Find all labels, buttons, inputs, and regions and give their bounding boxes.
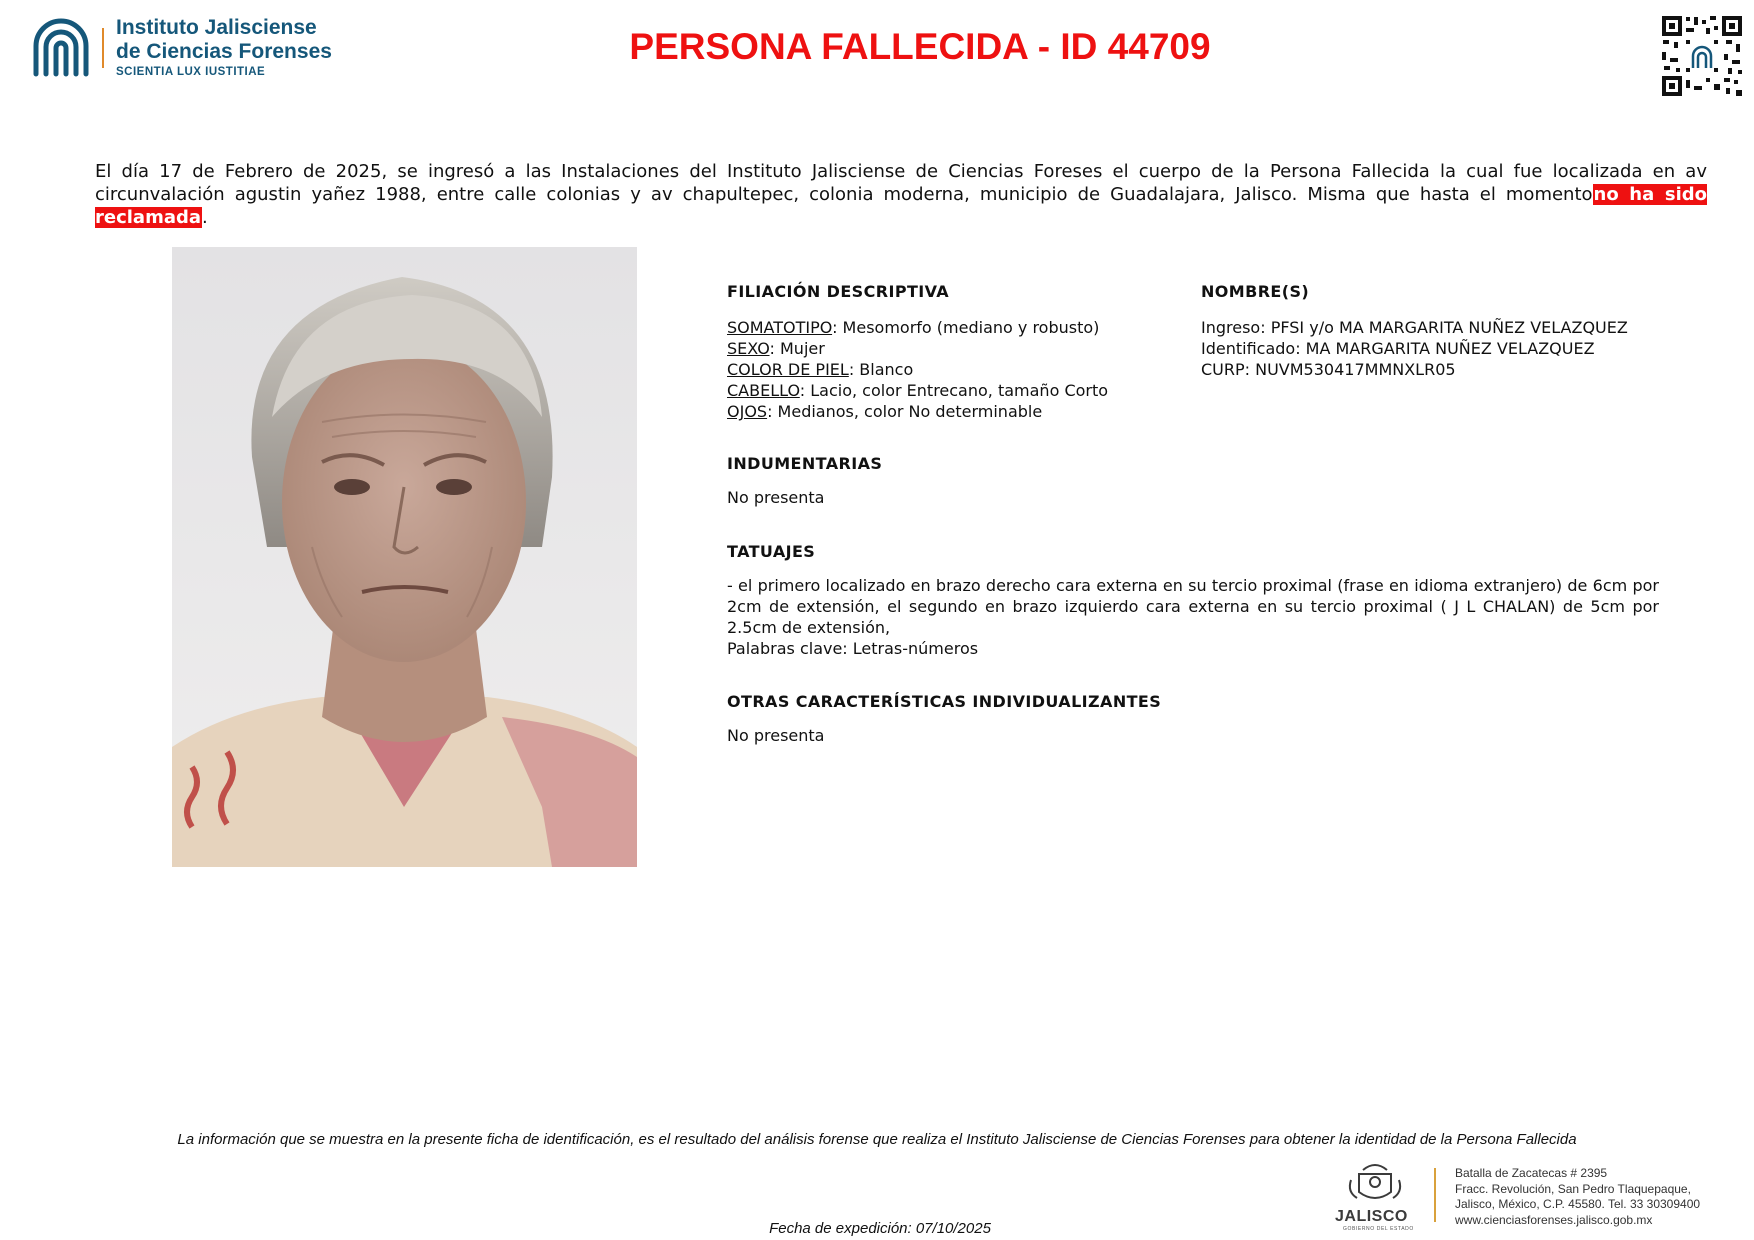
tatuajes-title: TATUAJES: [727, 542, 816, 561]
otras-title: OTRAS CARACTERÍSTICAS INDIVIDUALIZANTES: [727, 692, 1162, 711]
nombres-title: NOMBRE(S): [1201, 282, 1310, 301]
ojos-row: [727, 401, 1167, 422]
indumentarias-title: INDUMENTARIAS: [727, 454, 883, 473]
logo-divider: [102, 28, 104, 68]
address-line-2: Fracc. Revolución, San Pedro Tlaquepaque,: [1455, 1181, 1691, 1196]
address-line-1: Batalla de Zacatecas # 2395: [1455, 1166, 1608, 1180]
sexo-row: [727, 338, 1167, 359]
address-line-3: Jalisco, México, C.P. 45580. Tel. 33 30309400: [1455, 1197, 1701, 1211]
tatuajes-keywords: Palabras clave: Letras-números: [727, 639, 979, 658]
filiacion-section: [727, 282, 1167, 422]
curp-line: CURP: NUVM530417MMNXLR05: [1201, 360, 1456, 379]
somatotipo-row: [727, 317, 1167, 338]
nombres-section: [1201, 282, 1701, 380]
otras-text: No presenta: [727, 726, 825, 745]
jalisco-wordmark: JALISCO: [1335, 1208, 1408, 1225]
somatotipo-label: SOMATOTIPO: [727, 318, 833, 337]
page-title: PERSONA FALLECIDA - ID 44709: [629, 26, 1211, 67]
intro-text: El día 17 de Febrero de 2025, se ingresó a las Instalaciones del Instituto Jalisciense de Ciencias Foreses el cuerpo de la Persona Fallecida la cual fue localizada en av circunvalación agustin yañez 1988, entre calle colonias y av chapultepec, colonia moderna, municipio de Guadalajara, Jalisco. Misma que hasta el momento: [95, 161, 1707, 205]
jalisco-logo: [1325, 1158, 1425, 1238]
indumentarias-section: [727, 454, 1707, 508]
filiacion-title: FILIACIÓN DESCRIPTIVA: [727, 282, 950, 301]
identificado-line: Identificado: MA MARGARITA NUÑEZ VELAZQUEZ: [1201, 339, 1595, 358]
indumentarias-text: No presenta: [727, 488, 825, 507]
footer-divider: [1434, 1168, 1436, 1222]
cabello-row: [727, 380, 1167, 401]
cabello-value: : Lacio, color Entrecano, tamaño Corto: [799, 381, 1109, 400]
somatotipo-value: : Mesomorfo (mediano y robusto): [832, 318, 1100, 337]
color-piel-value: : Blanco: [848, 360, 914, 379]
website-text: www.cienciasforenses.jalisco.gob.mx: [1455, 1212, 1653, 1227]
sexo-label: SEXO: [727, 339, 770, 358]
logo-line-2: de Ciencias Forenses: [116, 40, 332, 63]
sexo-value: : Mujer: [769, 339, 825, 358]
fingerprint-logo-icon: [28, 10, 94, 82]
ojos-value: : Medianos, color No determinable: [767, 402, 1043, 421]
jalisco-coat-of-arms-icon: [1325, 1158, 1425, 1208]
unclaimed-highlight: no ha sido reclamada: [95, 184, 1707, 228]
disclaimer-text: La información que se muestra en la presente ficha de identificación, es el resultado del análisis forense que realiza el Instituto Jalisciense de Ciencias Forenses para obtener la identidad de la Persona Fallecida: [177, 1131, 1577, 1148]
institute-logo: [28, 10, 358, 85]
logo-motto: SCIENTIA LUX IUSTITIAE: [116, 66, 266, 78]
intro-paragraph: [95, 160, 1707, 229]
tatuajes-text: - el primero localizado en brazo derecho cara externa en su tercio proximal (frase en idioma extranjero) de 6cm por 2cm de extensión, el segundo en brazo izquierdo cara externa en su tercio proximal ( J L CHALAN) de 5cm por 2.5cm de extensión,: [727, 576, 1659, 637]
ojos-label: OJOS: [727, 402, 768, 421]
issue-date: Fecha de expedición: 07/10/2025: [769, 1220, 991, 1237]
ingreso-line: Ingreso: PFSI y/o MA MARGARITA NUÑEZ VELAZQUEZ: [1201, 318, 1628, 337]
color-piel-label: COLOR DE PIEL: [727, 360, 849, 379]
intro-end: .: [202, 207, 208, 228]
otras-section: [727, 692, 1707, 746]
address-block: [1455, 1166, 1750, 1228]
tatuajes-section: [727, 542, 1659, 659]
cabello-label: CABELLO: [727, 381, 800, 400]
logo-line-1: Instituto Jalisciense: [116, 16, 317, 39]
deceased-photo: [172, 247, 637, 867]
jalisco-sub: GOBIERNO DEL ESTADO: [1343, 1226, 1414, 1232]
qr-code-icon: [1660, 14, 1744, 98]
color-piel-row: [727, 359, 1167, 380]
portrait-image: [172, 247, 637, 867]
